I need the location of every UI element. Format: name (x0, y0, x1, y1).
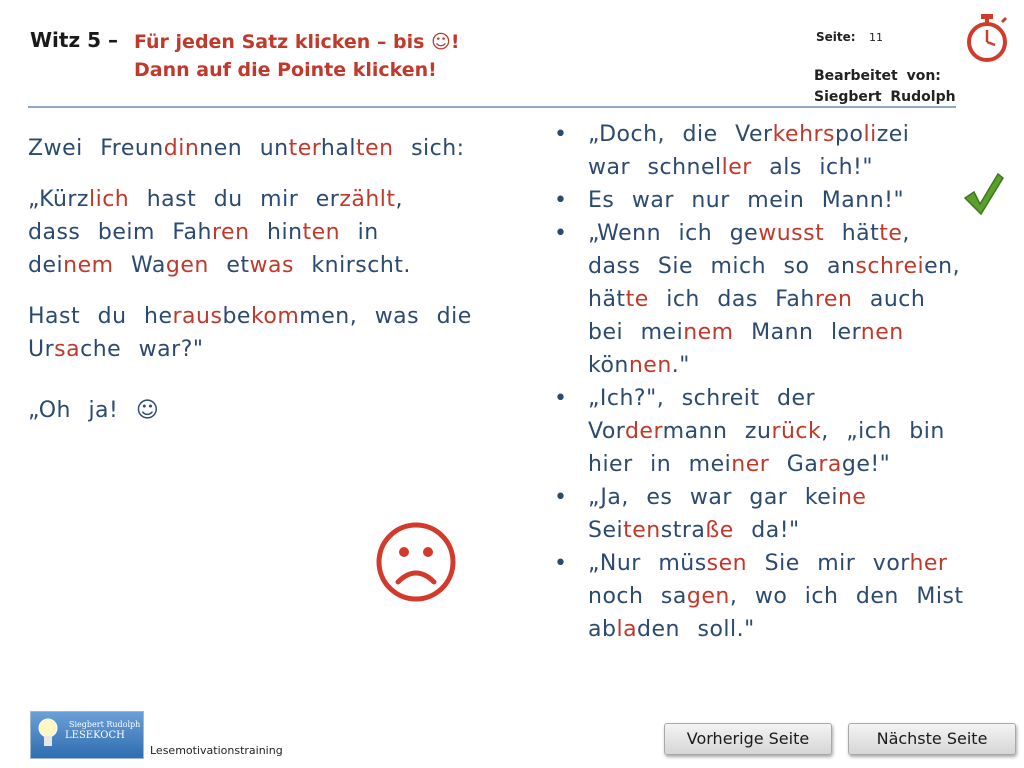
text-segment: nem (683, 320, 734, 345)
page-number: 11 (869, 31, 883, 44)
text-segment: auch bei mei (588, 287, 926, 345)
page-label: Seite: (816, 30, 856, 44)
edited-by (814, 66, 956, 108)
text-segment: zei war schnel (588, 122, 910, 180)
text-segment: hin (249, 220, 303, 245)
text-segment: „Ich?", schreit der Vor (588, 386, 816, 444)
text-segment: hal (320, 136, 356, 161)
text-segment: Hast du he (28, 304, 173, 329)
text-segment: ren (211, 220, 250, 245)
story-paragraph-3[interactable] (28, 300, 528, 366)
text-segment: mann zu (662, 419, 772, 444)
text-segment: nem (63, 253, 114, 278)
text-segment: in dei (28, 220, 379, 278)
text-segment: Ga (769, 452, 819, 477)
lightbulb-logo-icon (37, 716, 59, 752)
text-segment: be (222, 304, 251, 329)
text-segment: hät (824, 221, 880, 246)
story-line-1[interactable] (28, 132, 528, 165)
instruction-line-2: Dann auf die Pointe klicken! (134, 59, 437, 81)
text-segment: din (163, 136, 200, 161)
text-segment: po (835, 122, 864, 147)
text-segment: knirscht. (293, 253, 411, 278)
text-segment: her (909, 551, 948, 576)
text-segment: Sei (588, 518, 624, 543)
text-segment: , wo ich den Mist ab (588, 584, 964, 642)
logo-brand: LESEKOCH (65, 730, 125, 741)
lesekoch-logo (30, 711, 144, 759)
text-segment: wusst (758, 221, 825, 246)
edited-by-label: Bearbeitet von: (814, 68, 941, 84)
footer-label: Lesemotivationstraining (150, 744, 283, 757)
text-segment: che war?" (80, 337, 204, 362)
answer-item-3[interactable] (552, 217, 1012, 382)
instructions (134, 28, 460, 84)
text-segment: men, was die Ur (28, 304, 472, 362)
text-segment: schrei (855, 254, 925, 279)
text-segment: „Kürz (28, 187, 89, 212)
header-divider (28, 106, 956, 108)
answer-item-5[interactable] (552, 481, 1012, 547)
text-segment: kehrs (772, 122, 836, 147)
text-segment: Sie mir vor (747, 551, 910, 576)
text-segment: Mann ler (733, 320, 861, 345)
text-segment: , „ich bin hier in mei (588, 419, 945, 477)
text-segment: Es war nur mein Mann!" (588, 188, 905, 213)
text-segment: noch sa (588, 584, 687, 609)
text-segment: te (879, 221, 903, 246)
text-segment: sen (706, 551, 748, 576)
text-segment: als ich!" (751, 155, 873, 180)
text-segment: sa (54, 337, 81, 362)
answer-item-1[interactable] (552, 118, 1012, 184)
text-segment: gen (686, 584, 730, 609)
text-segment: ner (731, 452, 770, 477)
text-segment: lich (88, 187, 130, 212)
text-segment: ich das Fah (648, 287, 815, 312)
checkmark-icon[interactable] (962, 170, 1004, 218)
text-segment: Wa (113, 253, 166, 278)
text-segment: ra (818, 452, 842, 477)
instruction-line-1: Für jeden Satz klicken – bis ☺! (134, 31, 460, 53)
text-segment: ten (302, 220, 341, 245)
text-segment: nen un (199, 136, 289, 161)
text-segment: , dass beim Fah (28, 187, 404, 245)
text-segment: hast du mir er (129, 187, 340, 212)
text-segment: ." (671, 353, 690, 378)
answer-item-4[interactable] (552, 382, 1012, 481)
text-segment: was (249, 253, 294, 278)
text-segment: ten (355, 136, 394, 161)
text-segment: zählt (339, 187, 396, 212)
text-segment: ne (837, 485, 867, 510)
text-segment: da!" (733, 518, 800, 543)
sad-face-icon[interactable] (374, 520, 458, 604)
text-segment: rück (771, 419, 822, 444)
text-segment: et (208, 253, 250, 278)
text-segment: ren (814, 287, 853, 312)
text-segment: nen (628, 353, 672, 378)
text-segment: stra (660, 518, 706, 543)
text-segment: en, hät (588, 254, 961, 312)
text-segment: ten (623, 518, 661, 543)
text-segment: kom (250, 304, 300, 329)
text-segment: sich: (393, 136, 465, 161)
text-segment: „Ja, es war gar kei (588, 485, 838, 510)
joke-label: Witz 5 – (30, 28, 118, 52)
text-segment: ler (721, 155, 752, 180)
text-segment: , dass Sie mich so an (588, 221, 910, 279)
logo-author: Siegbert Rudolph (69, 720, 141, 729)
editor-name: Siegbert Rudolph (814, 89, 956, 105)
text-segment: der (624, 419, 663, 444)
answer-item-2[interactable] (552, 184, 1012, 217)
text-segment: li (863, 122, 877, 147)
text-segment: la (616, 617, 638, 642)
story-paragraph-2[interactable] (28, 183, 528, 282)
answer-item-6[interactable] (552, 547, 1012, 646)
text-segment: den soll." (637, 617, 755, 642)
next-page-button[interactable]: Nächste Seite (848, 723, 1016, 755)
text-segment: ter (288, 136, 321, 161)
text-segment: kön (588, 353, 629, 378)
story-reply[interactable]: „Oh ja! ☺ (28, 398, 160, 423)
text-segment: ße (705, 518, 734, 543)
previous-page-button[interactable]: Vorherige Seite (664, 723, 832, 755)
text-segment: nen (860, 320, 904, 345)
answer-list (552, 118, 1012, 646)
text-segment: ge!" (841, 452, 891, 477)
text-segment: gen (165, 253, 209, 278)
text-segment: raus (172, 304, 223, 329)
text-segment: „Wenn ich ge (588, 221, 759, 246)
text-segment: Zwei Freun (28, 136, 164, 161)
stopwatch-icon[interactable] (962, 12, 1012, 64)
text-segment: „Doch, die Ver (588, 122, 773, 147)
text-segment: „Nur müs (588, 551, 707, 576)
text-segment: te (625, 287, 649, 312)
